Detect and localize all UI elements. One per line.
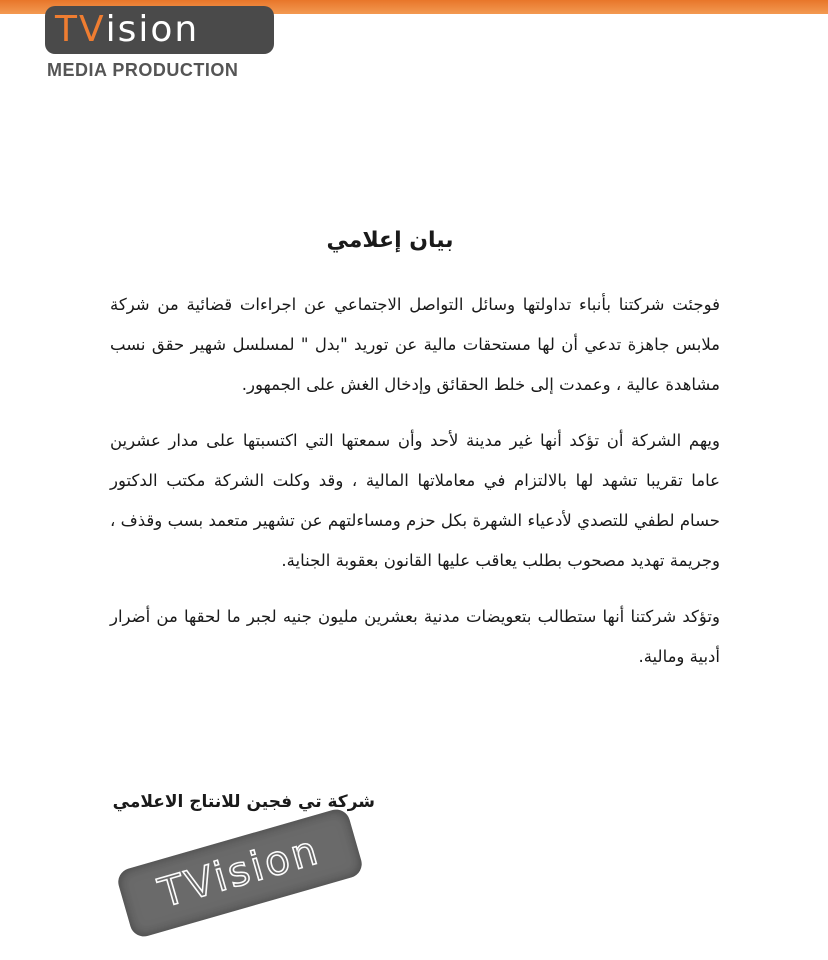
stamp-text: TVision <box>154 827 326 917</box>
paragraph-3: وتؤكد شركتنا أنها ستطالب بتعويضات مدنية بعشرين مليون جنيه لجبر ما لحقها من أضرار أدبية ومالية. <box>110 607 720 666</box>
logo-tv: TV <box>55 9 106 50</box>
stamp-logo-icon <box>121 812 359 933</box>
tvision-logo <box>45 6 274 54</box>
paragraph-1: فوجئت شركتنا بأنباء تداولتها وسائل التواصل الاجتماعي عن اجراءات قضائية من شركة ملابس جاهزة تدعي أن لها مستحقات مالية عن توريد "بدل " لمسلسل شهير حقق نسب مشاهدة عالية ، وعمدت إلى خلط الحقائق وإدخال الغش على الجمهور. <box>110 295 720 394</box>
logo-vision: ision <box>105 9 200 50</box>
company-stamp <box>115 806 365 939</box>
paragraph-2: ويهم الشركة أن تؤكد أنها غير مدينة لأحد وأن سمعتها التي اكتسبتها على مدار عشرين عاما تقريبا تشهد لها بالالتزام في معاملاتها المالية ، وقد وكلت الشركة مكتب الدكتور حسام لطفي للتصدي لأدعياء الشهرة بكل حزم ومساءلتهم عن تشهير متعمد بسب وقذف ، وجريمة تهديد مصحوب بطلب يعاقب عليها القانون بعقوبة الجناية. <box>110 431 720 570</box>
statement-title: بيان إعلامي <box>326 228 454 253</box>
statement-body <box>110 285 720 693</box>
company-signature: شركة تي فجين للانتاج الاعلامي <box>112 792 375 812</box>
logo-tagline: MEDIA PRODUCTION <box>47 60 239 80</box>
